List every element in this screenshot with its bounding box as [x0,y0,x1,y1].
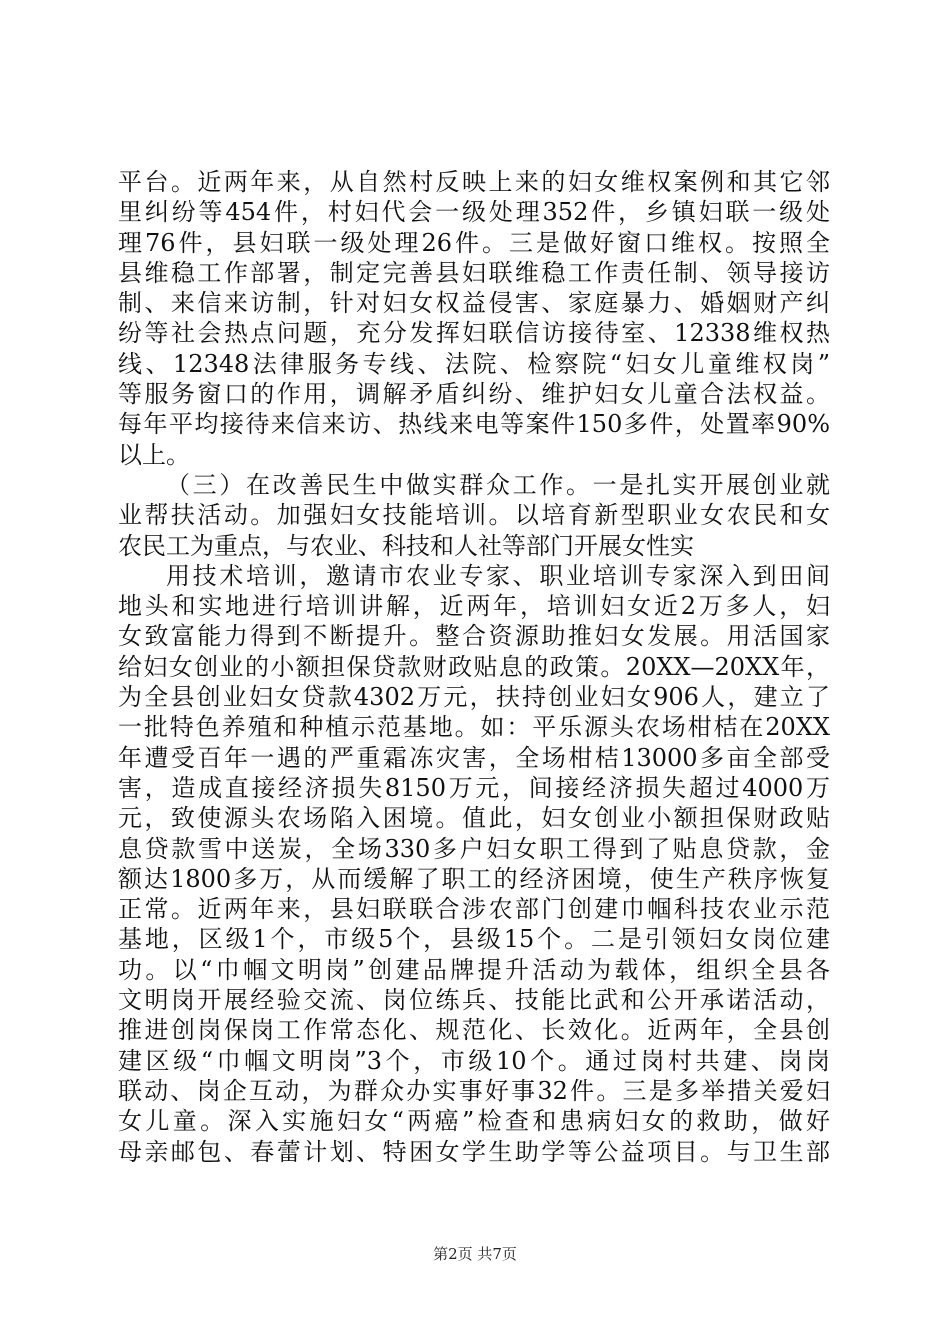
text-line: 女儿童。深入实施妇女“两癌”检查和患病妇女的救助，做好 [118,1107,830,1136]
text-line: 线、12348法律服务专线、法院、检察院“妇女儿童维权岗” [118,349,830,378]
text-line: 等服务窗口的作用，调解矛盾纠纷、维护妇女儿童合法权益。 [118,380,830,409]
text-line: 基地，区级1个，市级5个，县级15个。二是引领妇女岗位建 [118,925,830,954]
text-line: 以上。 [118,440,190,469]
text-line: 纷等社会热点问题，充分发挥妇联信访接待室、12338维权热 [118,319,830,348]
body-text [118,167,830,1167]
text-line: 功。以“巾帼文明岗”创建品牌提升活动为载体，组织全县各 [118,955,830,984]
text-line: 联动、岗企互动，为群众办实事好事32件。三是多举措关爱妇 [118,1076,830,1105]
text-line: 母亲邮包、春蕾计划、特困女学生助学等公益项目。与卫生部 [118,1137,830,1166]
text-line: 一批特色养殖和种植示范基地。如：平乐源头农场柑桔在20XX [118,713,830,742]
text-line: 用技术培训，邀请市农业专家、职业培训专家深入到田间 [166,561,830,590]
text-line: 建区级“巾帼文明岗”3个，市级10个。通过岗村共建、岗岗 [118,1046,830,1075]
text-line: 里纠纷等454件，村妇代会一级处理352件，乡镇妇联一级处 [118,198,830,227]
text-line: 息贷款雪中送炭，全场330多户妇女职工得到了贴息贷款，金 [118,834,830,863]
text-line: 业帮扶活动。加强妇女技能培训。以培育新型职业女农民和女 [118,501,830,530]
text-line: 县维稳工作部署，制定完善县妇联维稳工作责任制、领导接访 [118,258,830,287]
text-line: 为全县创业妇女贷款4302万元，扶持创业妇女906人，建立了 [118,683,830,712]
text-line: 地头和实地进行培训讲解，近两年，培训妇女近2万多人，妇 [118,592,830,621]
text-line: 理76件，县妇联一级处理26件。三是做好窗口维权。按照全 [118,228,830,257]
text-line: 给妇女创业的小额担保贷款财政贴息的政策。20XX—20XX年， [118,652,830,681]
page-footer: 第2页 共7页 [433,1245,517,1263]
text-line: 正常。近两年来，县妇联联合涉农部门创建巾帼科技农业示范 [118,895,830,924]
text-line: 文明岗开展经验交流、岗位练兵、技能比武和公开承诺活动， [118,986,830,1015]
text-line: 女致富能力得到不断提升。整合资源助推妇女发展。用活国家 [118,622,830,651]
text-line: 推进创岗保岗工作常态化、规范化、长效化。近两年，全县创 [118,1016,830,1045]
text-line: 年遭受百年一遇的严重霜冻灾害，全场柑桔13000多亩全部受 [118,743,830,772]
text-line: 制、来信来访制，针对妇女权益侵害、家庭暴力、婚姻财产纠 [118,289,830,318]
text-line: 平台。近两年来，从自然村反映上来的妇女维权案例和其它邻 [118,168,830,196]
text-line: 农民工为重点，与农业、科技和人社等部门开展女性实 [118,531,694,560]
text-line: 害，造成直接经济损失8150万元，间接经济损失超过4000万 [118,773,830,802]
text-line: 额达1800多万，从而缓解了职工的经济困境，使生产秩序恢复 [118,864,830,893]
text-line: （三）在改善民生中做实群众工作。一是扎实开展创业就 [166,470,830,499]
text-line: 元，致使源头农场陷入困境。值此，妇女创业小额担保财政贴 [118,804,830,833]
text-line: 每年平均接待来信来访、热线来电等案件150多件，处置率90% [118,410,830,439]
